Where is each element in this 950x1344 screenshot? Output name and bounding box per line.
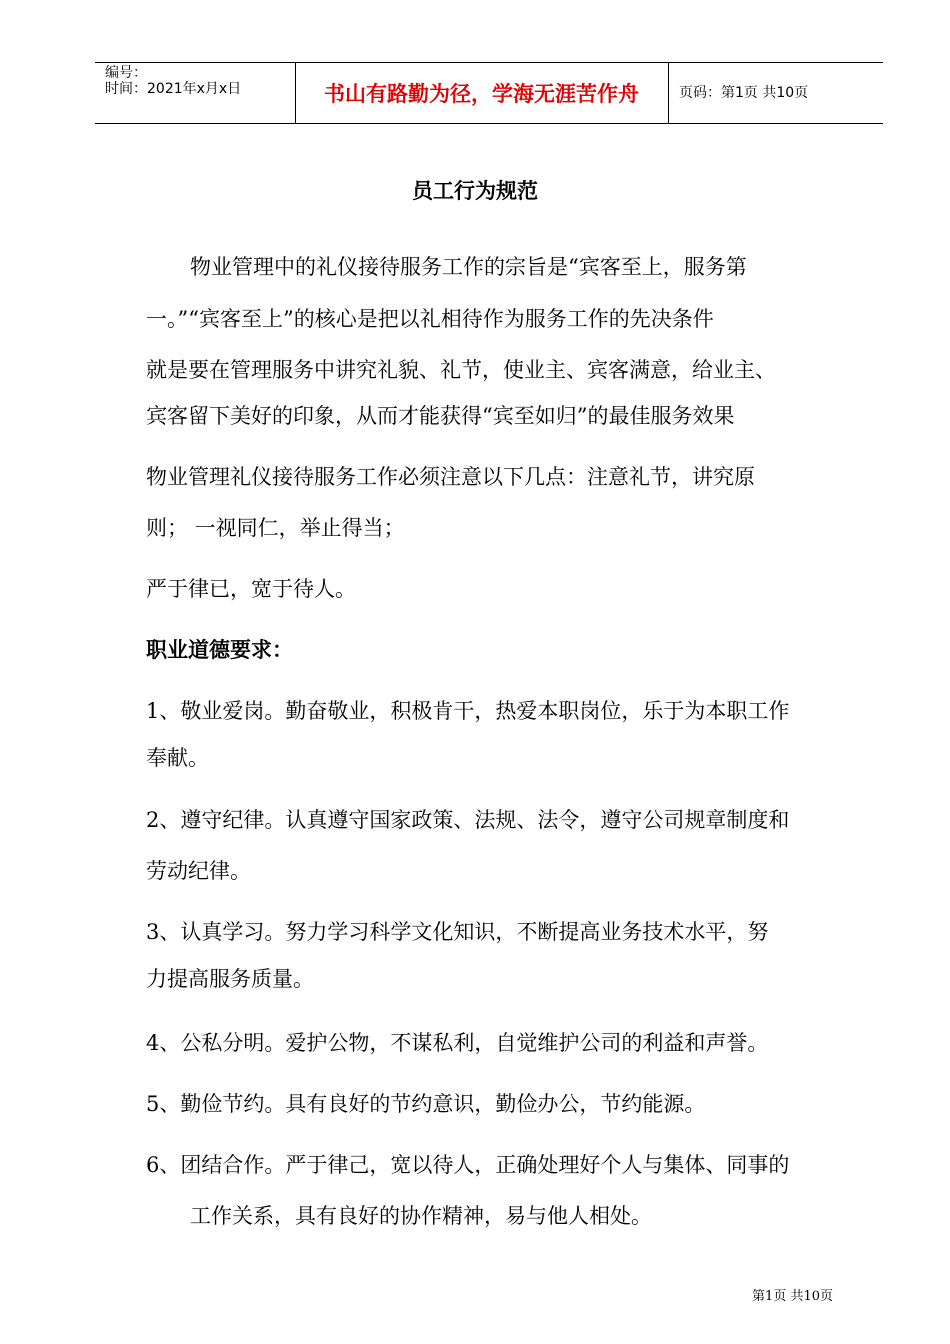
intro-line: 一。”“宾客至上”的核心是把以礼相待作为服务工作的先决条件 (146, 307, 714, 331)
list-item-line: 工作关系，具有良好的协作精神，易与他人相处。 (190, 1204, 652, 1228)
intro-line: 宾客留下美好的印象，从而才能获得“宾至如归”的最佳服务效果 (146, 404, 735, 428)
list-item-line: 劳动纪律。 (146, 859, 251, 883)
page-footer: 第1页 共10页 (752, 1289, 833, 1304)
list-item-line: 6、团结合作。严于律己，宽以待人，正确处理好个人与集体、同事的 (146, 1153, 790, 1177)
intro-line: 物业管理中的礼仪接待服务工作的宗旨是“宾客至上，服务第 (190, 255, 747, 279)
page-header (95, 62, 883, 124)
list-item-line: 5、勤俭节约。具有良好的节约意识，勤俭办公，节约能源。 (146, 1092, 706, 1116)
list-item-line: 3、认真学习。努力学习科学文化知识，不断提高业务技术水平，努 (146, 920, 769, 944)
list-item-line: 4、公私分明。爱护公物，不谋私利，自觉维护公司的利益和声誉。 (146, 1031, 769, 1055)
header-page-info: 页码：第1页 共10页 (679, 85, 809, 101)
document-number-label: 编号： (105, 65, 147, 81)
notes-line: 严于律已，宽于待人。 (146, 577, 356, 601)
header-page-cell (669, 63, 883, 123)
notes-line: 则； 一视同仁，举止得当； (146, 516, 405, 540)
section-heading: 职业道德要求： (146, 637, 293, 662)
document-time-label: 时间：2021年x月x日 (105, 81, 242, 97)
header-motto: 书山有路勤为径，学海无涯苦作舟 (324, 82, 639, 106)
intro-line: 就是要在管理服务中讲究礼貌、礼节，使业主、宾客满意，给业主、 (146, 358, 776, 382)
list-item-line: 2、遵守纪律。认真遵守国家政策、法规、法令，遵守公司规章制度和 (146, 808, 790, 832)
list-item-line: 奉献。 (146, 746, 209, 770)
list-item-line: 1、敬业爱岗。勤奋敬业，积极肯干，热爱本职岗位，乐于为本职工作 (146, 699, 790, 723)
header-meta-cell (95, 63, 296, 123)
list-item-line: 力提高服务质量。 (146, 967, 314, 991)
document-title: 员工行为规范 (412, 178, 538, 203)
header-motto-cell (295, 63, 669, 123)
notes-line: 物业管理礼仪接待服务工作必须注意以下几点：注意礼节，讲究原 (146, 465, 755, 489)
